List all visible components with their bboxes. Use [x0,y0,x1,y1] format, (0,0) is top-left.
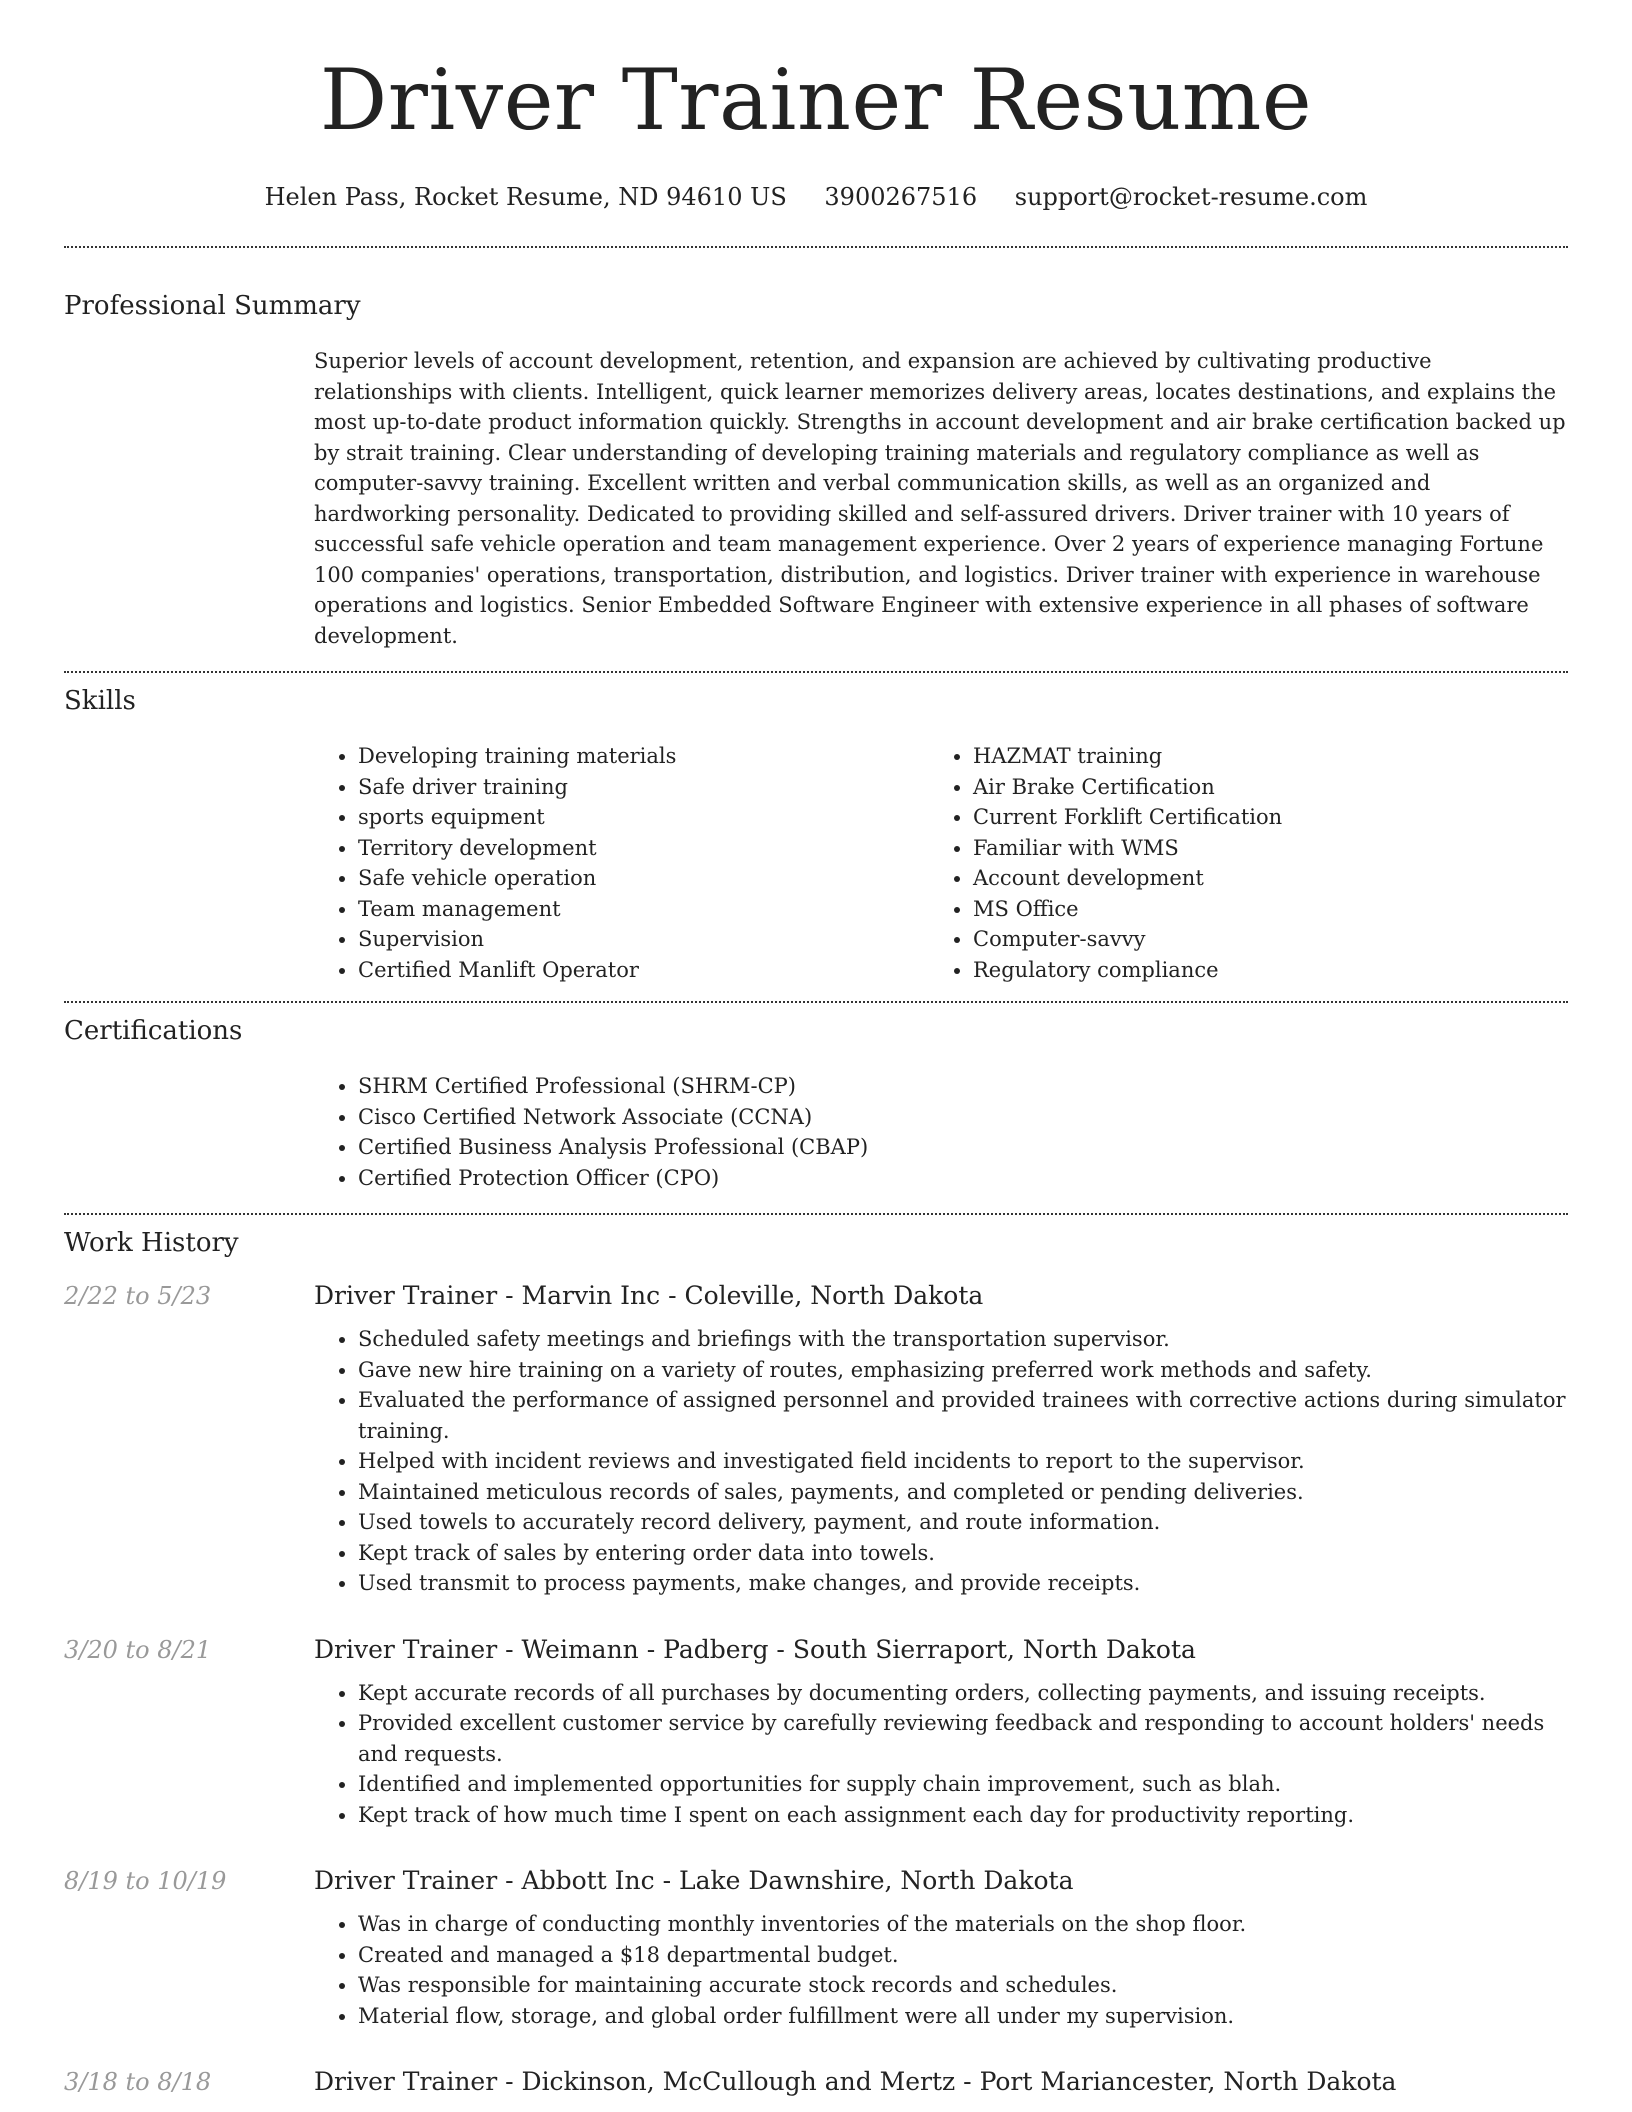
job-dates: 8/19 to 10/19 [64,1867,227,1895]
skill-item: • Developing training materials [358,741,929,772]
skill-item: • Account development [973,863,1529,894]
job-entry [64,1866,1568,2031]
job-bullets [314,1324,1568,1599]
job-bullet: • Was responsible for maintaining accurate stock records and schedules. [358,1970,1568,2001]
work-history-heading: Work History [64,1228,239,1258]
job-bullet: • Evaluated the performance of assigned personnel and provided trainees with corrective actions during simulator training. [358,1385,1568,1446]
job-title: Driver Trainer - Dickinson, McCullough and Mertz - Port Mariancester, North Dakota [314,2067,1397,2096]
job-bullet: • Kept track of how much time I spent on each assignment each day for productivity reporting. [358,1800,1568,1831]
job-dates: 2/22 to 5/23 [64,1282,212,1310]
job-bullet: • Material flow, storage, and global order fulfillment were all under my supervision. [358,2001,1568,2032]
job-title: Driver Trainer - Marvin Inc - Coleville, North Dakota [314,1281,984,1310]
job-bullet: • Created and managed a $18 departmental budget. [358,1940,1568,1971]
skill-item: • Territory development [358,833,929,864]
contact-line [64,182,1568,212]
section-divider [64,246,1568,248]
summary-heading: Professional Summary [64,291,361,321]
skill-item: • HAZMAT training [973,741,1529,772]
job-bullets [314,1909,1568,2031]
job-header [64,2067,1568,2096]
certification-item: • SHRM Certified Professional (SHRM-CP) [358,1071,1568,1102]
skill-item: • MS Office [973,894,1529,925]
job-bullet: • Identified and implemented opportunities for supply chain improvement, such as blah. [358,1769,1568,1800]
page-title: Driver Trainer Resume [319,51,1313,149]
job-title: Driver Trainer - Abbott Inc - Lake Dawnshire, North Dakota [314,1866,1074,1895]
job-dates: 3/18 to 8/18 [64,2068,212,2096]
section-divider [64,671,1568,673]
certification-item: • Cisco Certified Network Associate (CCNA) [358,1102,1568,1133]
section-divider [64,1213,1568,1215]
job-bullets [314,1678,1568,1831]
job-dates: 3/20 to 8/21 [64,1635,212,1664]
job-header [64,1281,1568,1310]
skills-grid [314,741,1568,985]
job-entry [64,2067,1568,2096]
contact-phone: 3900267516 [824,183,978,211]
skill-item: • Current Forklift Certification [973,802,1529,833]
skill-item: • Computer-savvy [973,924,1529,955]
job-bullet: • Scheduled safety meetings and briefings with the transportation supervisor. [358,1324,1568,1355]
job-header [64,1635,1568,1664]
contact-email: support@rocket-resume.com [1014,183,1368,211]
skill-item: • Certified Manlift Operator [358,955,929,986]
certifications-body [314,1071,1568,1193]
skill-item: • Safe driver training [358,772,929,803]
skills-heading: Skills [64,686,136,716]
certifications-list [314,1071,1568,1193]
job-entry [64,1635,1568,1831]
job-bullet: • Kept track of sales by entering order data into towels. [358,1538,1568,1569]
certification-item: • Certified Business Analysis Professional (CBAP) [358,1132,1568,1163]
job-bullet: • Provided excellent customer service by carefully reviewing feedback and responding to account holders' needs and requests. [358,1708,1568,1769]
skills-list-right [929,741,1529,985]
contact-address: Helen Pass, Rocket Resume, ND 94610 US [264,183,787,211]
skills-list-left [314,741,929,985]
job-bullet: • Used transmit to process payments, make changes, and provide receipts. [358,1568,1568,1599]
skill-item: • Regulatory compliance [973,955,1529,986]
summary-text: Superior levels of account development, retention, and expansion are achieved by cultivating productive relationships with clients. Intelligent, quick learner memorizes delivery areas, locates destinations, and explains the most up-to-date product information quickly. Strengths in account development and air brake certification backed up by strait training. Clear understanding of developing training materials and regulatory compliance as well as computer-savvy training. Excellent written and verbal communication skills, as well as an organized and hardworking personality. Dedicated to providing skilled and self-assured drivers. Driver trainer with 10 years of successful safe vehicle operation and team management experience. Over 2 years of experience managing Fortune 100 companies' operations, transportation, distribution, and logistics. Driver trainer with experience in warehouse operations and logistics. Senior Embedded Software Engineer with extensive experience in all phases of software development. [314,349,1566,648]
summary-body [314,346,1568,651]
job-bullet: • Used towels to accurately record delivery, payment, and route information. [358,1507,1568,1538]
skill-item: • sports equipment [358,802,929,833]
skill-item: • Safe vehicle operation [358,863,929,894]
job-entry [64,1281,1568,1599]
certification-item: • Certified Protection Officer (CPO) [358,1163,1568,1194]
job-bullet: • Helped with incident reviews and investigated field incidents to report to the supervisor. [358,1446,1568,1477]
skill-item: • Supervision [358,924,929,955]
section-divider [64,1001,1568,1003]
job-bullet: • Gave new hire training on a variety of routes, emphasizing preferred work methods and safety. [358,1355,1568,1386]
skill-item: • Air Brake Certification [973,772,1529,803]
job-bullet: • Kept accurate records of all purchases by documenting orders, collecting payments, and issuing receipts. [358,1678,1568,1709]
job-bullet: • Maintained meticulous records of sales, payments, and completed or pending deliveries. [358,1477,1568,1508]
job-bullet: • Was in charge of conducting monthly inventories of the materials on the shop floor. [358,1909,1568,1940]
certifications-heading: Certifications [64,1016,243,1046]
skill-item: • Team management [358,894,929,925]
job-title: Driver Trainer - Weimann - Padberg - South Sierraport, North Dakota [314,1634,1196,1664]
skill-item: • Familiar with WMS [973,833,1529,864]
job-header [64,1866,1568,1895]
